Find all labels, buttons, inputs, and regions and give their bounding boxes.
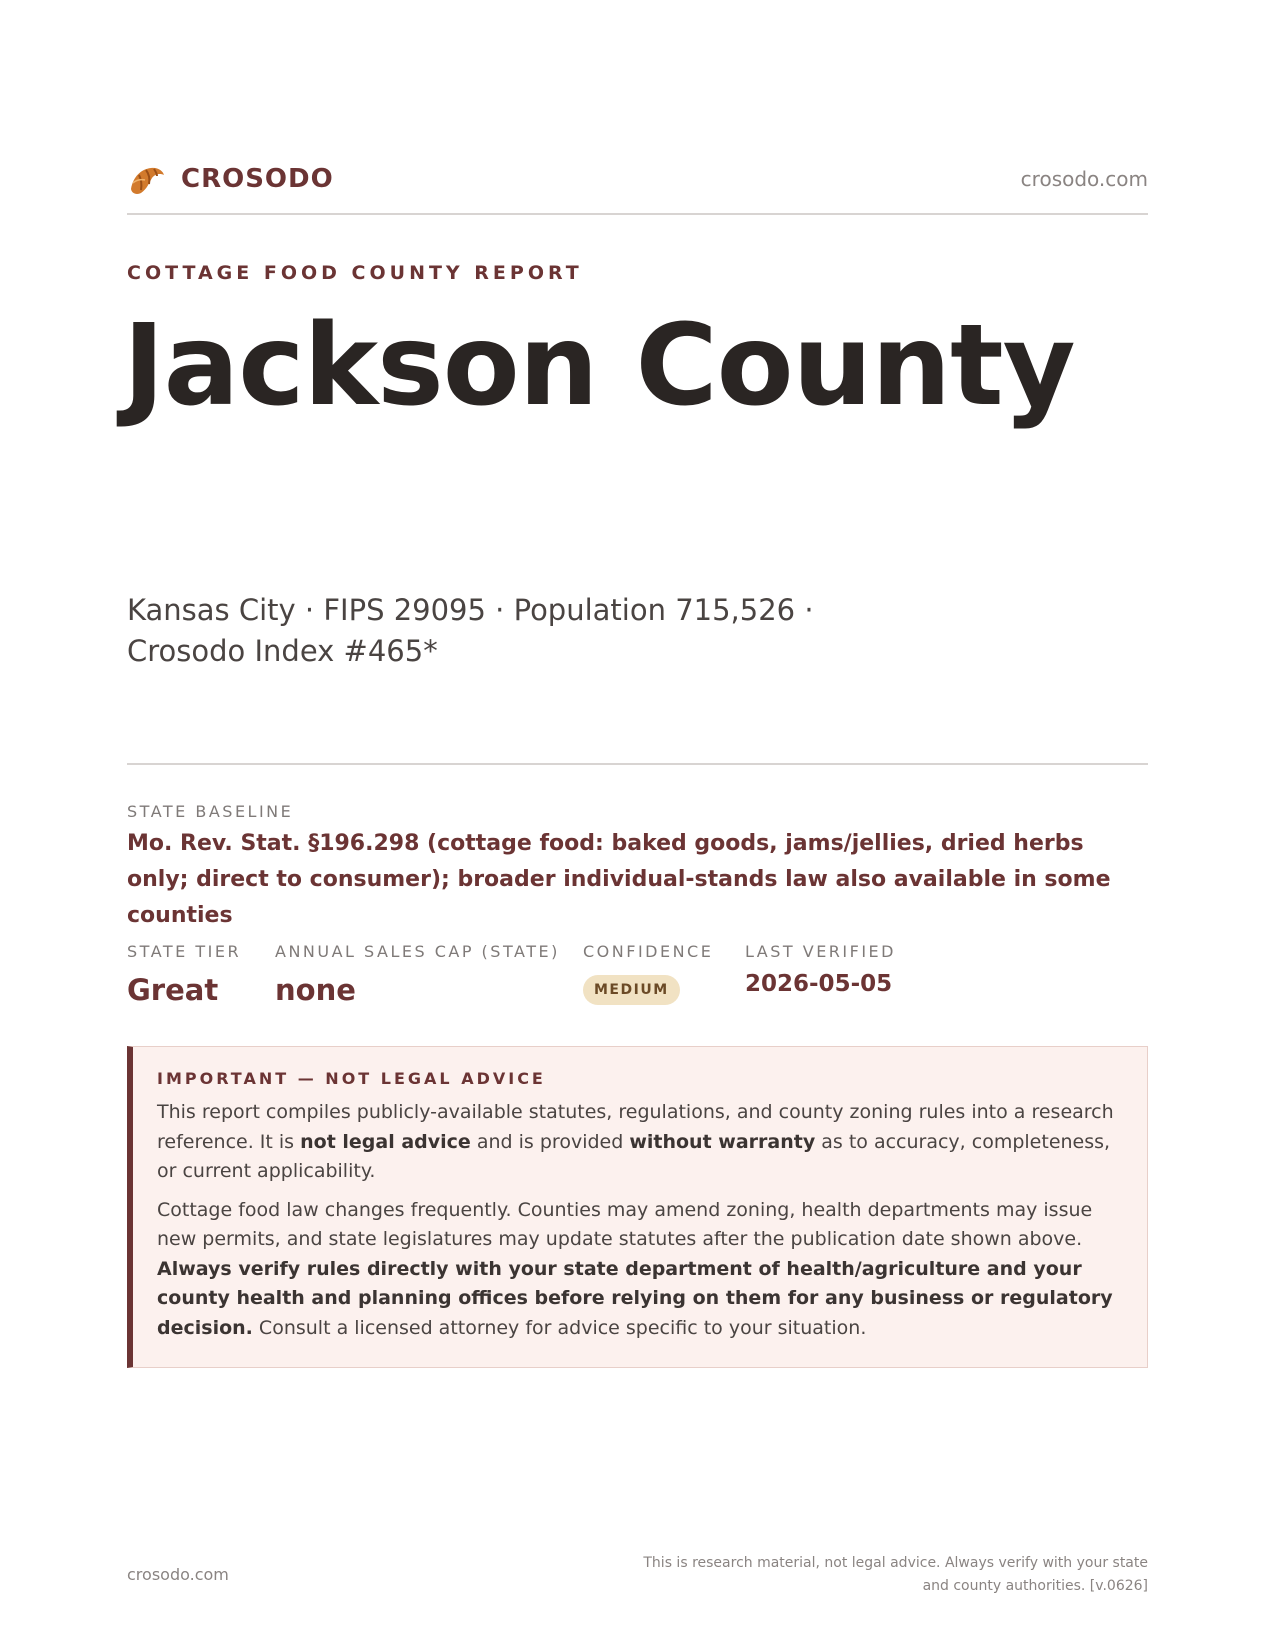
baseline-text: Mo. Rev. Stat. §196.298 (cottage food: baked goods, jams/jellies, dried herbs only; direct to consumer); broader individual-stands law also available in some counties	[127, 831, 1111, 928]
brand-name: CROSODO	[181, 164, 334, 194]
notice-paragraph	[157, 1196, 1123, 1344]
stat-confidence	[583, 942, 713, 1005]
report-subtitle: Kansas City · FIPS 29095 · Population 715,526 · Crosodo Index #465*	[127, 593, 814, 668]
notice-text: as to accuracy, completeness, or current applicability.	[157, 1130, 1111, 1182]
report-eyebrow: COTTAGE FOOD COUNTY REPORT	[127, 262, 583, 284]
stat-label: LAST VERIFIED	[745, 942, 896, 961]
brand	[127, 159, 334, 199]
stat-value: 2026-05-05	[745, 971, 893, 997]
stat-label: ANNUAL SALES CAP (STATE)	[275, 942, 560, 961]
croissant-icon	[127, 159, 167, 199]
report-page	[123, 0, 1148, 1650]
notice-title: IMPORTANT — NOT LEGAL ADVICE	[157, 1069, 546, 1088]
notice-emphasis: Always verify rules directly with your state department of health/agriculture and your county health and planning offices before relying on them for any business or regulatory decision.	[157, 1257, 1113, 1339]
page-header	[127, 155, 1148, 215]
notice-emphasis: not legal advice	[300, 1130, 471, 1153]
footer-url[interactable]: crosodo.com	[127, 1565, 229, 1584]
notice-text: Cottage food law changes frequently. Counties may amend zoning, health departments may issue new permits, and state legislatures may update statutes after the publication date shown above.	[157, 1198, 1093, 1250]
notice-emphasis: without warranty	[629, 1130, 816, 1153]
notice-paragraph	[157, 1098, 1123, 1187]
section-divider	[127, 763, 1148, 765]
stat-value: none	[275, 973, 356, 1007]
notice-text: This report compiles publicly-available statutes, regulations, and county zoning rules into a research reference. It is	[157, 1101, 1114, 1153]
page-title: Jackson County	[123, 301, 1075, 431]
stat-label: CONFIDENCE	[583, 942, 714, 961]
stat-state-tier	[127, 942, 241, 1007]
footer-disclaimer	[588, 1552, 1148, 1598]
stat-value: Great	[127, 973, 219, 1007]
stat-sales-cap	[275, 942, 560, 1007]
notice-text: Consult a licensed attorney for advice specific to your situation.	[252, 1316, 867, 1339]
baseline-label: STATE BASELINE	[127, 802, 294, 821]
confidence-badge: MEDIUM	[583, 975, 680, 1005]
stat-last-verified	[745, 942, 896, 997]
footer-disclaimer-line: This is research material, not legal advice. Always verify with your state	[643, 1555, 1148, 1571]
notice-text: and is provided	[470, 1130, 630, 1153]
stat-label: STATE TIER	[127, 942, 242, 961]
site-url[interactable]: crosodo.com	[1020, 167, 1148, 191]
footer-disclaimer-line: and county authorities. [v.0626]	[922, 1578, 1148, 1594]
legal-notice	[127, 1046, 1148, 1368]
stats-row	[127, 942, 1148, 1022]
